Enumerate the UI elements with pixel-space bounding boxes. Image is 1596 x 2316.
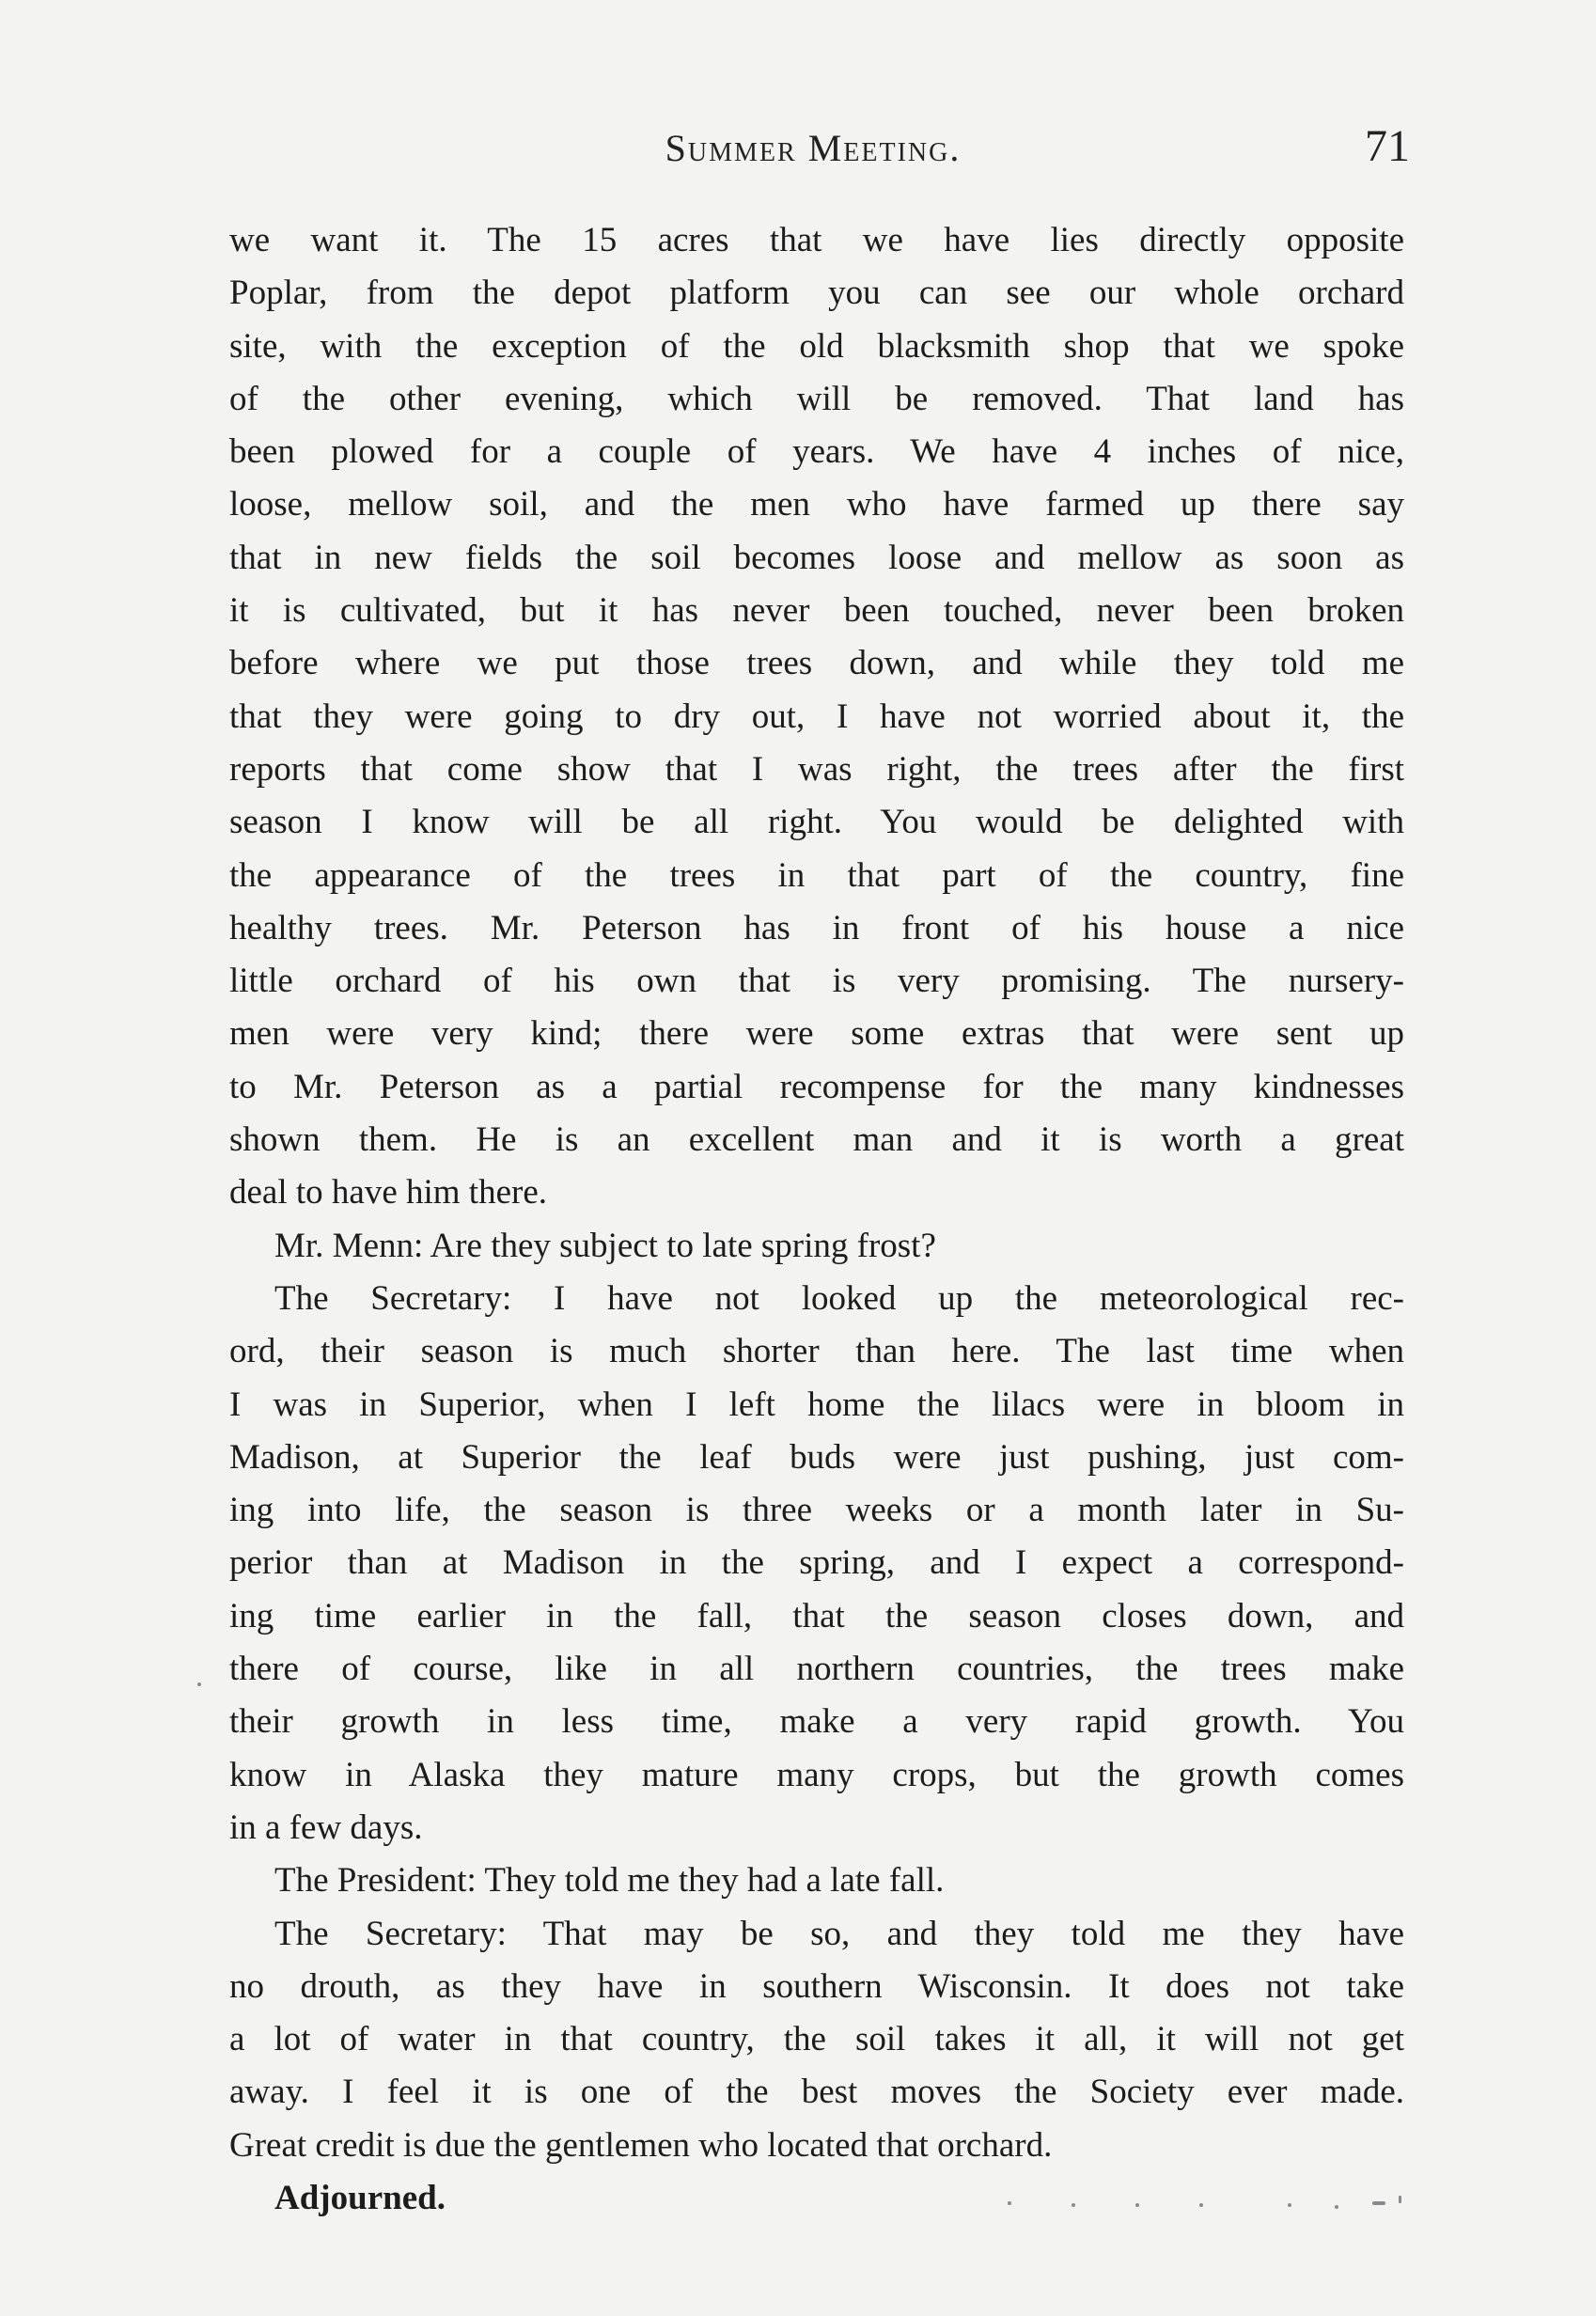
- text-line: been plowed for a couple of years. We have 4 inches of nice,: [229, 432, 1404, 472]
- scan-speck: [1072, 2203, 1075, 2207]
- scan-speck: [1372, 2201, 1385, 2205]
- text-line: the appearance of the trees in that part of the country, fine: [229, 855, 1404, 895]
- text-line: season I know will be all right. You would be delighted with: [229, 803, 1404, 842]
- text-line: I was in Superior, when I left home the lilacs were in bloom in: [229, 1385, 1404, 1424]
- text-line: there of course, like in all northern countries, the trees make: [229, 1650, 1404, 1689]
- running-title: Summer Meeting.: [665, 127, 962, 169]
- scan-speck: [1135, 2203, 1139, 2207]
- text-line: away. I feel it is one of the best moves the Society ever made.: [229, 2073, 1404, 2112]
- text-line: little orchard of his own that is very promising. The nursery-: [229, 962, 1404, 1001]
- scan-speck: [197, 1682, 201, 1686]
- text-line: site, with the exception of the old blacksmith shop that we spoke: [229, 326, 1404, 366]
- text-line: men were very kind; there were some extras that were sent up: [229, 1014, 1404, 1054]
- text-line: ing into life, the season is three weeks or a month later in Su-: [229, 1491, 1404, 1530]
- text-line: of the other evening, which will be removed. That land has: [229, 379, 1404, 418]
- adjourned-line: Adjourned.: [274, 2178, 446, 2217]
- speaker-line: The President: They told me they had a late fall.: [274, 1861, 945, 1901]
- speaker-line: The Secretary: I have not looked up the meteorological rec-: [274, 1278, 1404, 1318]
- speaker-line: The Secretary: That may be so, and they told me they have: [274, 1914, 1404, 1953]
- body-text: [229, 214, 1404, 2225]
- text-line: ord, their season is much shorter than here. The last time when: [229, 1332, 1404, 1371]
- text-line: in a few days.: [229, 1807, 423, 1847]
- speaker-line: Mr. Menn: Are they subject to late spring frost?: [274, 1226, 936, 1265]
- scan-speck: [1008, 2201, 1011, 2205]
- scan-speck: [1288, 2203, 1291, 2207]
- text-line: that in new fields the soil becomes loose and mellow as soon as: [229, 538, 1404, 577]
- text-line: perior than at Madison in the spring, and I expect a correspond-: [229, 1543, 1404, 1583]
- text-line: reports that come show that I was right, the trees after the first: [229, 749, 1404, 789]
- text-line: deal to have him there.: [229, 1173, 548, 1213]
- scan-speck: [1399, 2196, 1401, 2203]
- text-line: ing time earlier in the fall, that the season closes down, and: [229, 1596, 1404, 1635]
- text-line: Madison, at Superior the leaf buds were just pushing, just com-: [229, 1437, 1404, 1477]
- scan-speck: [1335, 2205, 1338, 2209]
- text-line: their growth in less time, make a very rapid growth. You: [229, 1702, 1404, 1742]
- text-line: before where we put those trees down, and while they told me: [229, 644, 1404, 683]
- text-line: Poplar, from the depot platform you can see our whole orchard: [229, 274, 1404, 313]
- text-line: to Mr. Peterson as a partial recompense for the many kindnesses: [229, 1067, 1404, 1106]
- text-line: Great credit is due the gentlemen who located that orchard.: [229, 2125, 1053, 2165]
- text-line: that they were going to dry out, I have not worried about it, the: [229, 696, 1404, 736]
- text-line: no drouth, as they have in southern Wisconsin. It does not take: [229, 1966, 1404, 2006]
- text-line: loose, mellow soil, and the men who have farmed up there say: [229, 485, 1404, 524]
- scan-speck: [1199, 2203, 1203, 2207]
- text-line: shown them. He is an excellent man and it is worth a great: [229, 1120, 1404, 1160]
- text-line: a lot of water in that country, the soil takes it all, it will not get: [229, 2020, 1404, 2059]
- text-line: it is cultivated, but it has never been touched, never been broken: [229, 591, 1404, 631]
- text-line: know in Alaska they mature many crops, but the growth comes: [229, 1755, 1404, 1794]
- text-line: healthy trees. Mr. Peterson has in front of his house a nice: [229, 908, 1404, 947]
- text-line: we want it. The 15 acres that we have lies directly opposite: [229, 221, 1404, 259]
- running-head: [216, 120, 1410, 177]
- page-number: 71: [1365, 121, 1410, 171]
